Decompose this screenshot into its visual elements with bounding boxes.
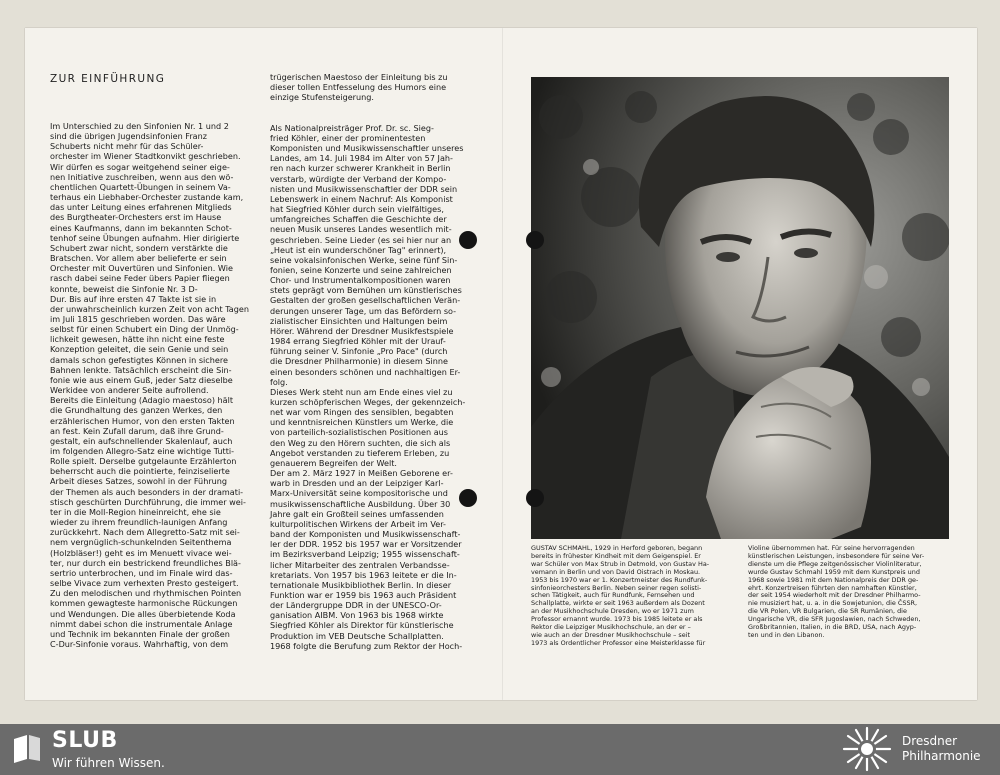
dresdner-philharmonie-name: Dresdner Philharmonie (902, 734, 981, 763)
portrait-image (531, 77, 949, 539)
dresdner-philharmonie-logo-icon (840, 726, 894, 772)
right-page (503, 28, 977, 700)
portrait-photo (531, 77, 949, 539)
binding-hole (459, 231, 477, 249)
text-column-2: trügerischen Maestoso der Einleitung bis zu dieser tollen Entfesselung des Humors eine einzige Stufensteigerung. Als Nationalpreisträger Prof. Dr. sc. Sieg- fried Köhler, einer der prominentesten Komponisten und Musikwissenschaftler unseres Landes, am 14. Juli 1984 im Alter von 57 Jah- ren nach kurzer schwerer Krankheit in Berlin verstarb, würdigte der Verband der Kompo- nisten und Musikwissenschaftler der DDR sein Lebenswerk in einem Nachruf: Als Komponist hat Siegfried Köhler durch sein vielfältiges, umfangreiches Schaffen die Geschichte der neuen Musik unseres Landes wesentlich mit- geschrieben. Seine Lieder (es sei hier nur an „Heut ist ein wunderschöner Tag" erinnert), seine vokalsinfonischen Werke, seine fünf Sin- fonien, seine Konzerte und seine zahlreichen Chor- und Instrumentalkompositionen waren stets geprägt vom Bemühen um künstlerisches Gestalten der großen gesellschaftlichen Verän- derungen unserer Tage, um das Befördern so- zialistischer Einsichten und Haltungen beim Hörer. Während der Dresdner Musikfestspiele 1984 errang Siegfried Köhler mit der Urauf- führung seiner V. Sinfonie „Pro Pace" (durch die Dresdner Philharmonie) in diesem Sinne einen besonders schönen und nachhaltigen Er- folg. Dieses Werk steht nun am Ende eines viel zu kurzen schöpferischen Weges, der gekennzeich- net war vom Ringen des sensiblen, begabten und kenntnisreichen Künstlers um Werke, die von parteilich-sozialistischen Positionen aus den Weg zu den Hörern suchten, die sich als Angebot verstanden zu tieferem Erleben, zu genauerem Begreifen der Welt. Der am 2. März 1927 in Meißen Geborene er- warb in Dresden und an der Leipziger Karl- Marx-Universität seine kompositorische und musikwissenschaftliche Ausbildung. Über 30 Jahre galt ein Großteil seines umfassenden kulturpolitischen Wirkens der Arbeit im Ver- band der Komponisten und Musikwissenschaft- ler der DDR. 1952 bis 1957 war er Vorsitzender im Bezirksverband Leipzig; 1955 wissenschaft- licher Mitarbeiter des zentralen Verbandsse- kretariats. Von 1957 bis 1963 leitete er die In- ternationale Musikbibliothek Berlin. In dieser Funktion war er 1959 bis 1963 auch Präsident der Ländergruppe DDR in der UNESCO-Or- ganisation AIBM. Von 1963 bis 1968 wirkte Siegfried Köhler als Direktor für künstlerische Produktion im VEB Deutsche Schallplatten. 1968 folgte die Berufung zum Rektor der Hoch- (270, 72, 466, 651)
photo-caption-2: Violine übernommen hat. Für seine hervorragenden künstlerischen Leistungen, insbesondere für seine Ver- dienste um die Pflege zeitgenössischer Violinliteratur, wurde Gustav Schmahl 1959 mit dem Kunstpreis und 1968 sowie 1981 mit dem Nationalpreis der DDR ge- ehrt. Konzertreisen führten den namhaften Künstler, der seit 1954 wiederholt mit der Dresdner Philharmo- nie musiziert hat, u. a. in die Sowjetunion, die ČSSR, die VR Polen, VR Bulgarien, die SR Rumänien, die Ungarische VR, die SFR Jugoslawien, nach Schweden, Großbritannien, Italien, in die BRD, USA, nach Agyp- ten und in den Libanon. (748, 544, 925, 639)
slub-slogan: Wir führen Wissen. (52, 756, 165, 770)
left-page (25, 28, 503, 700)
footer-bar (0, 724, 1000, 775)
photo-caption-1: GUSTAV SCHMAHL, 1929 in Herford geboren, begann bereits in frühester Kindheit mit dem Geigenspiel. Er war Schüler von Max Strub in Detmold, von Gustav Ha- vemann in Berlin und von David Oistrach in Moskau. 1953 bis 1970 war er 1. Konzertmeister des Rundfunk- sinfonieorchesters Berlin. Neben seiner regen solisti- schen Tätigkeit, auch für Rundfunk, Fernsehen und Schallplatte, wirkte er seit 1963 außerdem als Dozent an der Musikhochschule Dresden, wo er 1971 zum Professor ernannt wurde. 1973 bis 1985 leitete er als Rektor die Leipziger Musikhochschule, an der er – wie auch an der Dresdner Musikhochschule – seit 1973 als Ordentlicher Professor eine Meisterklasse für (531, 544, 710, 647)
slub-logo-icon (11, 733, 43, 765)
section-heading: ZUR EINFÜHRUNG (50, 73, 166, 85)
slub-name: SLUB (52, 728, 118, 753)
text-column-1: Im Unterschied zu den Sinfonien Nr. 1 und 2 sind die übrigen Jugendsinfonien Franz Schuberts nicht mehr für das Schüler- orchester im Wiener Stadtkonvikt geschrieben. Wir dürfen es sogar weitgehend seiner eige- nen Initiative zuschreiben, wenn aus den wö- chentlichen Quartett-Übungen in seinem Va- terhaus ein Liebhaber-Orchester zustande kam, das unter Leitung eines erfahrenen Mitglieds des Burgtheater-Orchesters erst im Hause eines Kaufmanns, dann im bekannten Schot- tenhof seine Übungen aufnahm. Hier dirigierte Schubert zwar nicht, sondern verstärkte die Bratschen. Vor allem aber belieferte er sein Orchester mit Ouvertüren und Sinfonien. Wie rasch dabei seine Feder übers Papier fliegen konnte, beweist die Sinfonie Nr. 3 D- Dur. Bis auf ihre ersten 47 Takte ist sie in der unwahrscheinlich kurzen Zeit von acht Tagen im Juli 1815 geschrieben worden. Das wäre selbst für einen Schubert ein Ding der Unmög- lichkeit gewesen, hätte ihn nicht eine feste Konzeption geleitet, die sein Genie und sein damals schon gefestigtes Können in sichere Bahnen lenkte. Tatsächlich erscheint die Sin- fonie wie aus einem Guß, jeder Satz dieselbe Werkidee von anderer Seite aufrollend. Bereits die Einleitung (Adagio maestoso) hält die Grundhaltung des ganzen Werkes, den erzählerischen Humor, von den ersten Takten an fest. Kein Zufall darum, daß ihre Grund- gestalt, ein aufschnellender Skalenlauf, auch im folgenden Allegro-Satz eine wichtige Tutti- Rolle spielt. Derselbe gutgelaunte Erzählerton beherrscht auch die pointierte, feinziselierte Arbeit dieses Satzes, sowohl in der Führung der Themen als auch besonders in der dramati- stisch geschürten Durchführung, die immer wei- ter in die Moll-Region hineinreicht, ehe sie wieder zu ihrem freundlich-launigen Anfang zurückkehrt. Nach dem Allegretto-Satz mit sei- nem vergnüglich-schunkelnden Seitenthema (Holzbläser!) geht es im Menuett vivace wei- ter, nur durch ein bestrickend freundliches Blä- sertrio unterbrochen, und im Finale wird das- selbe Vivace zum verhexten Presto gesteigert. Zu den melodischen und rhythmischen Pointen kommen gewagteste harmonische Rückungen und Wendungen. Die alles überbietende Koda nimmt dabei schon die instrumentale Anlage und Technik im bekannten Finale der großen C-Dur-Sinfonie voraus. Wahrhaftig, von dem (50, 121, 250, 649)
binding-hole (459, 489, 477, 507)
binding-hole (526, 231, 544, 249)
binding-hole (526, 489, 544, 507)
